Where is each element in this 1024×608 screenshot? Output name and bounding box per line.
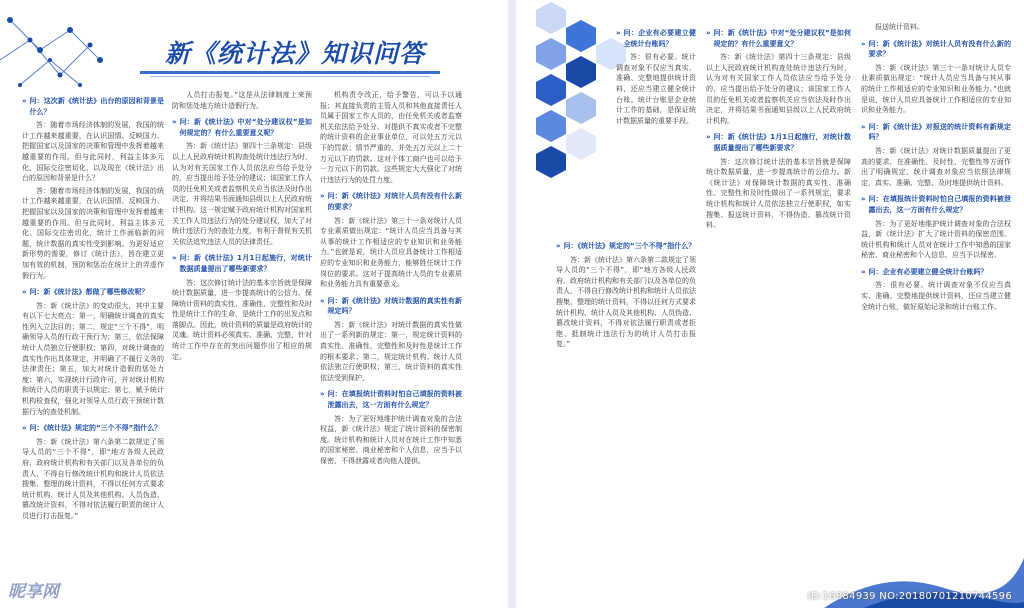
watermark: 昵享网 — [8, 582, 59, 602]
question-text: 问：新《统计法》对统计人员有没有什么新的要求？ — [868, 39, 1011, 59]
answer-paragraph: 答：新《统计法》对统计数据的真实性做出了一系列新的规定：第一，规定统计资料的真实性、准确性、完整性和及时性是统计工作的根本要求；第二，规定统计机构、统计人员依法独立行使职权；第三，统计资料的真实性依法受到保护。 — [320, 320, 462, 382]
chevron-icon: » — [616, 29, 621, 37]
chevron-icon: » — [706, 29, 711, 37]
chevron-icon: » — [22, 288, 27, 297]
question-text: 问：企业有必要建立健全统计台账吗？ — [868, 267, 988, 276]
left-column-3 — [320, 90, 462, 469]
answer-paragraph: 答：为了更好地维护统计调查对象的合法权益，新《统计法》规定了统计资料的保密制度。统计机构和统计人员对在统计工作中知悉的国家秘密、商业秘密和个人信息，应当予以保密，不得泄露或者向他人提供。 — [320, 414, 462, 465]
question-text: 问：企业有必要建立健全统计台账吗？ — [623, 29, 696, 48]
page-gutter — [508, 0, 516, 608]
page-title: 新《统计法》知识问答 — [165, 39, 426, 68]
question-text: 问：新《统计法》1月1日起施行，对统计数据质量提出了哪些新要求？ — [713, 133, 851, 152]
question-text: 问：在填报统计资料时怕自己填报的资料被泄露出去，这一方面有什么规定？ — [868, 195, 1011, 214]
chevron-icon: » — [861, 195, 866, 204]
answer-paragraph: 答：很有必要。统计调查对象不仅应当真实、准确、完整地提供统计资料，还应当建立健全统计台账。统计台账是企业统计工作的基础，是保证统计数据质量的重要手段。 — [616, 53, 696, 125]
question-text: 问：新《统计法》中对“处分建议权”是如何规定的？有什么重要意义呢？ — [179, 118, 312, 137]
chevron-icon: » — [172, 118, 177, 127]
chevron-icon: » — [556, 242, 561, 250]
chevron-icon: » — [706, 133, 711, 142]
question-heading — [22, 96, 164, 117]
answer-paragraph: 答：这次修订统计法的基本宗旨就是保障统计数据质量，进一步提高统计的公信力。新《统计法》对保障统计数据的真实性、准确性、完整性和及时性做出了一系列规定，要求统计机构和统计人员依法独立行使职权，如实搜集、报送统计资料，不得伪造、篡改统计资料。 — [706, 157, 851, 230]
left-column-1 — [22, 90, 164, 524]
question-text: 问：新《统计法》中对“处分建议权”是如何规定的？有什么重要意义？ — [713, 29, 851, 48]
question-text: 问：《统计法》规定的“三个不得”指什么？ — [563, 242, 696, 250]
question-heading — [22, 287, 164, 298]
chevron-icon: » — [172, 254, 177, 263]
answer-paragraph: 答：新《统计法》的变动很大，其中主要有以下七大亮点：第一，明确统计调查的真实性列入立法目的；第二，规定“三个不得”，明确领导人员的行政干预行为；第三，依法保障统计人员独立行使职权；第四，对统计调查的真实性作出具体规定，并明确了不履行义务的法律责任；第五，加大对统计造假的惩处力度；第六，实现统计行政许可，并对统计机构和统计人员的职责予以规定；第七，赋予统计机构检查权，强化对领导人员行政干预统计数据行为的查处机制。 — [22, 301, 164, 416]
left-column-2 — [172, 90, 312, 364]
chevron-icon: » — [861, 267, 866, 276]
question-heading — [861, 194, 1011, 215]
answer-paragraph: 答：新《统计法》第四十三条规定：县级以上人民政府统计机构查处统计违法行为时，认为对有关国家工作人员依法应当给予处分的，应当提出给予处分的建议；该国家工作人员的任免机关或者监察机关应当依法及时作出决定，并将结果书面通知县级以上人民政府统计机构。这一规定赋予政府统计机构对国家机关工作人员违法行为的处分建议权，加大了对统计违法行为的查处力度，有利于督促有关机关依法追究违法人员的法律责任。 — [172, 142, 312, 246]
question-text: 问：《统计法》规定的“三个不得”指什么？ — [29, 424, 162, 433]
question-heading — [320, 191, 462, 212]
chevron-icon: » — [22, 424, 27, 433]
answer-paragraph: 答：新《统计法》第四十三条规定：县级以上人民政府统计机构查处统计违法行为时，认为对有关国家工作人员依法应当给予处分的，应当提出给予处分的建议；该国家工作人员的任免机关或者监察机关应当依法及时作出决定，并将结果书面通知县级以上人民政府统计机构。 — [706, 53, 851, 125]
answer-paragraph: 答：新《统计法》对统计数据质量提出了更高的要求，在准确性、及时性、完整性等方面作出了明确规定，统计调查对象应当依照法律规定，真实、准确、完整、及时地提供统计资料。 — [861, 146, 1011, 187]
question-text: 问：新《统计法》都做了哪些修改呢？ — [29, 288, 149, 297]
chevron-icon: » — [22, 97, 27, 105]
question-text: 问：新《统计法》对统计人员有没有什么新的要求？ — [327, 192, 462, 211]
answer-paragraph: 答：新《统计法》第三十一条对统计人员专业素质做出规定：“统计人员应当具备与其从事的统计工作相适应的专业知识和业务能力。”也就是说，统计人员应具备统计工作相适应的专业知识和业务能力。 — [861, 63, 1011, 115]
question-heading — [706, 28, 851, 49]
answer-paragraph: 报送统计资料。 — [875, 23, 924, 31]
chevron-icon: » — [861, 122, 866, 131]
question-heading — [556, 241, 696, 252]
question-heading — [320, 389, 462, 410]
answer-paragraph: 答：随着市场经济体制的发展，我国的统计工作越来越重要，在认识国情、反映国力、把握国家以及国家的决策和管理中发挥着越来越重要的作用。但与此同时，利益主体多元化、国际交往密切化，统计工作面临新的问题，统计数据的真实性受到影响。为更好适应新形势的需要，修订《统计法》，旨在建立更加有效的机制，预防和惩治在统计上的弄虚作假行为。 — [22, 186, 164, 280]
question-text: 问：在填报统计资料时怕自己填报的资料被泄露出去，这一方面有什么规定？ — [327, 390, 462, 410]
question-heading — [320, 296, 462, 317]
right-column-1 — [616, 22, 696, 128]
question-heading — [172, 117, 312, 138]
answer-paragraph: 机构责令改正，给予警告，可以予以通报；其直接负责的主管人员和其他直接责任人员属于国家工作人员的，由任免机关或者监察机关依法给予处分。对提供不真实或者不完整的统计资料的企业事业单位，可以处五万元以下的罚款；情节严重的，并处五万元以上二十万元以下的罚款。这对个体工商户也可以给予一万元以下的罚款。这些规定大大强化了对统计违法行为的处罚力度。 — [320, 91, 462, 184]
right-column-1-lower — [556, 235, 696, 352]
right-page — [516, 0, 1024, 608]
question-heading — [172, 253, 312, 274]
image-id-label: ID:16884939 NO:20180701210744596 — [807, 591, 1012, 602]
question-heading — [22, 423, 164, 434]
chevron-icon: » — [320, 296, 325, 305]
right-column-3 — [861, 22, 1011, 314]
question-text: 问：这次新《统计法》出台的原因和背景是什么？ — [29, 97, 164, 116]
question-text: 问：新《统计法》1月1日起施行，对统计数据质量提出了哪些新要求？ — [179, 254, 312, 273]
question-text: 问：新《统计法》对统计数据的真实性有新规定吗？ — [327, 296, 462, 316]
answer-paragraph: 答：很有必要。统计调查对象不仅应当真实、准确、完整地提供统计资料，还应当建立健全统计台账，做好原始记录和统计台账工作。 — [861, 281, 1011, 311]
network-decoration — [0, 0, 130, 95]
chevron-icon: » — [861, 39, 866, 48]
chevron-icon: » — [320, 192, 325, 201]
answer-paragraph: 答：新《统计法》第三十一条对统计人员专业素质做出规定：“统计人员应当具备与其从事的统计工作相适应的专业知识和业务能力。”也就是说，统计人员应具备统计工作相适应的专业知识和业务能力，能够胜任统计工作岗位的要求。这对于提高统计人员的专业素质和业务能力具有重要意义。 — [320, 216, 462, 289]
left-page — [0, 0, 508, 608]
question-heading — [861, 39, 1011, 60]
question-heading — [616, 28, 696, 49]
title-underline-thin — [150, 76, 430, 77]
question-heading — [861, 267, 1011, 278]
answer-paragraph: 人员打击报复。”这是从法律制度上来预防和惩处地方统计造假行为。 — [172, 91, 312, 110]
question-text: 问：新《统计法》对报送的统计资料有新规定吗？ — [868, 122, 1011, 142]
answer-paragraph: 答：随着市场经济体制的发展，我国的统计工作越来越重要，在认识国情、反映国力、把握国家以及国家的决策和管理中发挥着越来越重要的作用。但与此同时，利益主体多元化、国际交往密切化，以及现在《统计法》出台的原因和背景是什么？ — [22, 121, 164, 183]
right-column-2 — [706, 22, 851, 233]
chevron-icon: » — [320, 390, 325, 399]
answer-paragraph: 答：新《统计法》第六条第二款规定了领导人员的“三个不得”，即“地方各级人民政府、政府统计机构和有关部门以及各单位的负责人，不得自行修改统计机构和统计人员依法搜集、整理的统计资料，不得以任何方式要求统计机构、统计人员及其他机构、人员伪造、篡改统计资料，不得对依法履行职责或者拒绝、抵制统计违法行为的统计人员打击报复。” — [556, 255, 696, 349]
title-underline — [140, 71, 440, 74]
question-heading — [706, 132, 851, 153]
question-heading — [861, 122, 1011, 143]
answer-paragraph: 答：这次修订统计法的基本宗旨就是保障统计数据质量，进一步提高统计的公信力。保障统计资料的真实性、准确性、完整性和及时性是统计工作的生命，是统计工作的出发点和落脚点。因此，统计资料的质量是政府统计的灵魂。统计资料必须真实、准确、完整，针对统计工作中存在的突出问题作出了相应的规定。 — [172, 278, 312, 361]
answer-paragraph: 答：为了更好地维护统计调查对象的合法权益，新《统计法》扩大了统计资料的保密范围。统计机构和统计人员对在统计工作中知悉的国家秘密、商业秘密和个人信息，应当予以保密。 — [861, 219, 1011, 260]
answer-paragraph: 答：新《统计法》第六条第二款规定了领导人员的“三个不得”，即“地方各级人民政府、政府统计机构和有关部门以及各单位的负责人，不得自行修改统计机构和统计人员依法搜集、整理的统计资料，不得以任何方式要求统计机构、统计人员及其他机构、人员伪造、篡改统计资料，不得对依法履行职责的统计人员进行打击报复。” — [22, 437, 164, 520]
